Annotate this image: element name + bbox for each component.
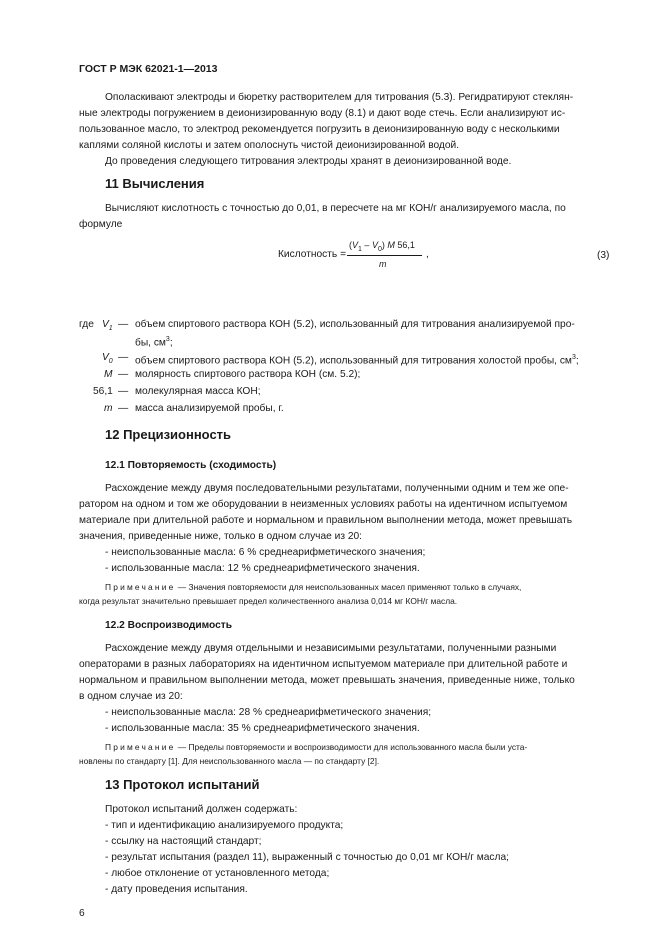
page-number: 6 (79, 908, 85, 919)
intro-line-3: пользованное масло, то электрод рекомендуется погрузить в деионизированную воду с несколькими (79, 124, 560, 135)
legend-sym-M: M (104, 369, 113, 380)
s121-line-5: - неиспользованные масла: 6 % среднеарифметического значения; (105, 547, 426, 558)
legend-text-M: молярность спиртового раствора КОН (см. 5.2); (135, 369, 361, 380)
s13-line-4: - результат испытания (раздел 11), выраженный с точностью до 0,01 мг КОН/г масла; (105, 852, 509, 863)
formula-numerator: $(V_1 - V_0)$ M 56,1 (349, 240, 415, 253)
s13-line-6: - дату проведения испытания. (105, 884, 248, 895)
s121-line-1: Расхождение между двумя последовательными результатами, полученными одним и тем же опе- (105, 483, 569, 494)
legend-sym-v0: $V_0$ (102, 352, 113, 366)
legend-sym-561: 56,1 (93, 386, 113, 397)
section-12-title: 12 Прецизионность (105, 427, 232, 442)
formula-v0: V (371, 240, 378, 250)
s121-note-line-1: Примечание — Значения повторяемости для неиспользованных масел применяют только в случаях, (105, 582, 522, 592)
formula-constant: 56,1 (394, 240, 415, 250)
s121-line-2: ратором на одном и том же оборудовании в неизменных условиях работы на идентичном испытуемом (79, 499, 568, 510)
legend-dash-5: — (118, 403, 129, 414)
s13-line-3: - ссылку на настоящий стандарт; (105, 836, 262, 847)
s122-line-5: - неиспользованные масла: 28 % среднеарифметического значения; (105, 707, 432, 718)
legend-dash-3: — (118, 369, 129, 380)
section-12-2-title: 12.2 Воспроизводимость (105, 620, 233, 631)
formula-v0-sub: 0 (377, 245, 382, 253)
s13-line-1: Протокол испытаний должен содержать: (105, 804, 298, 815)
s122-line-3: нормальном и правильном выполнении метода, может превышать значения, приведенные ниже, только (79, 675, 575, 686)
s122-line-4: в одном случае из 20: (79, 691, 183, 702)
section-12-1-title: 12.1 Повторяемость (сходимость) (105, 460, 277, 471)
legend-text-v0: объем спиртового раствора КОН (5.2), использованный для титрования холостой пробы, $см^3$; (135, 354, 579, 367)
formula-minus: – (361, 240, 372, 250)
s121-line-4: значения, приведенные ниже, только в одном случае из 20: (79, 531, 362, 542)
intro-line-2: ные электроды погружением в деионизированную воду (8.1) и дают воде стечь. Если анализируют ис- (79, 108, 566, 119)
s122-line-6: - использованные масла: 35 % среднеарифметического значения. (105, 723, 420, 734)
s121-note-line-2: когда результат значительно превышает предел количественного анализа 0,014 мг КОН/г масла. (79, 596, 458, 606)
s13-line-2: - тип и идентификацию анализируемого продукта; (105, 820, 344, 831)
intro-line-4: каплями соляной кислоты и затем ополоснуть чистой деионизированной водой. (79, 140, 460, 151)
s11-text-1: Вычисляют кислотность с точностью до 0,01, в пересчете на мг КОН/г анализируемого масла, по (105, 203, 566, 214)
formula-denominator: m (379, 259, 387, 269)
s122-line-1: Расхождение между двумя отдельными и независимыми результатами, полученными разными (105, 643, 557, 654)
legend-text-v1: объем спиртового раствора КОН (5.2), использованный для титрования анализируемой про- (135, 319, 575, 330)
formula-lhs: Кислотность = (278, 249, 347, 260)
legend-where: где (79, 319, 94, 330)
formula-number: (3) (597, 250, 610, 261)
legend-sym-v1: $V_1$ (102, 319, 113, 333)
legend-text-v1-cont: бы, $см^3$; (135, 336, 173, 349)
legend-text-m: масса анализируемой пробы, г. (135, 403, 284, 414)
s122-note-line-2: новлены по стандарту [1]. Для неиспользованного масла — по стандарту [2]. (79, 756, 380, 766)
section-11-title: 11 Вычисления (105, 176, 205, 191)
s121-line-6: - использованные масла: 12 % среднеарифметического значения. (105, 563, 420, 574)
s122-line-2: операторами в разных лабораториях на идентичном испытуемом материале при длительной работе и (79, 659, 568, 670)
s11-text-2: формуле (79, 219, 123, 230)
s122-note-label: Примечание (105, 742, 176, 752)
formula-v1-sub: 1 (358, 245, 362, 253)
legend-dash-2: — (118, 352, 129, 363)
legend-sym-m: m (104, 403, 113, 414)
s13-line-5: - любое отклонение от установленного метода; (105, 868, 330, 879)
legend-dash-4: — (118, 386, 129, 397)
s122-note-line-1: Примечание — Пределы повторяемости и воспроизводимости для использованного масла были уста- (105, 742, 528, 752)
s121-note-label: Примечание (105, 582, 176, 592)
formula-m-molarity: M (387, 240, 395, 250)
formula-v1: V (352, 240, 359, 250)
formula-trailing-comma: , (426, 249, 429, 260)
legend-text-561: молекулярная масса КОН; (135, 386, 261, 397)
standard-header: ГОСТ Р МЭК 62021-1—2013 (79, 63, 218, 75)
formula-paren: ) (381, 240, 388, 250)
intro-paragraph-2: До проведения следующего титрования электроды хранят в деионизированной воде. (105, 156, 512, 167)
intro-line-1: Ополаскивают электроды и бюретку растворителем для титрования (5.3). Регидратируют стеклян- (105, 92, 574, 103)
legend-dash-1: — (118, 319, 129, 330)
s121-line-3: материале при длительной работе и нормальном и правильном выполнении метода, может превышать (79, 515, 573, 526)
fraction-bar (347, 255, 422, 256)
section-13-title: 13 Протокол испытаний (105, 777, 260, 792)
